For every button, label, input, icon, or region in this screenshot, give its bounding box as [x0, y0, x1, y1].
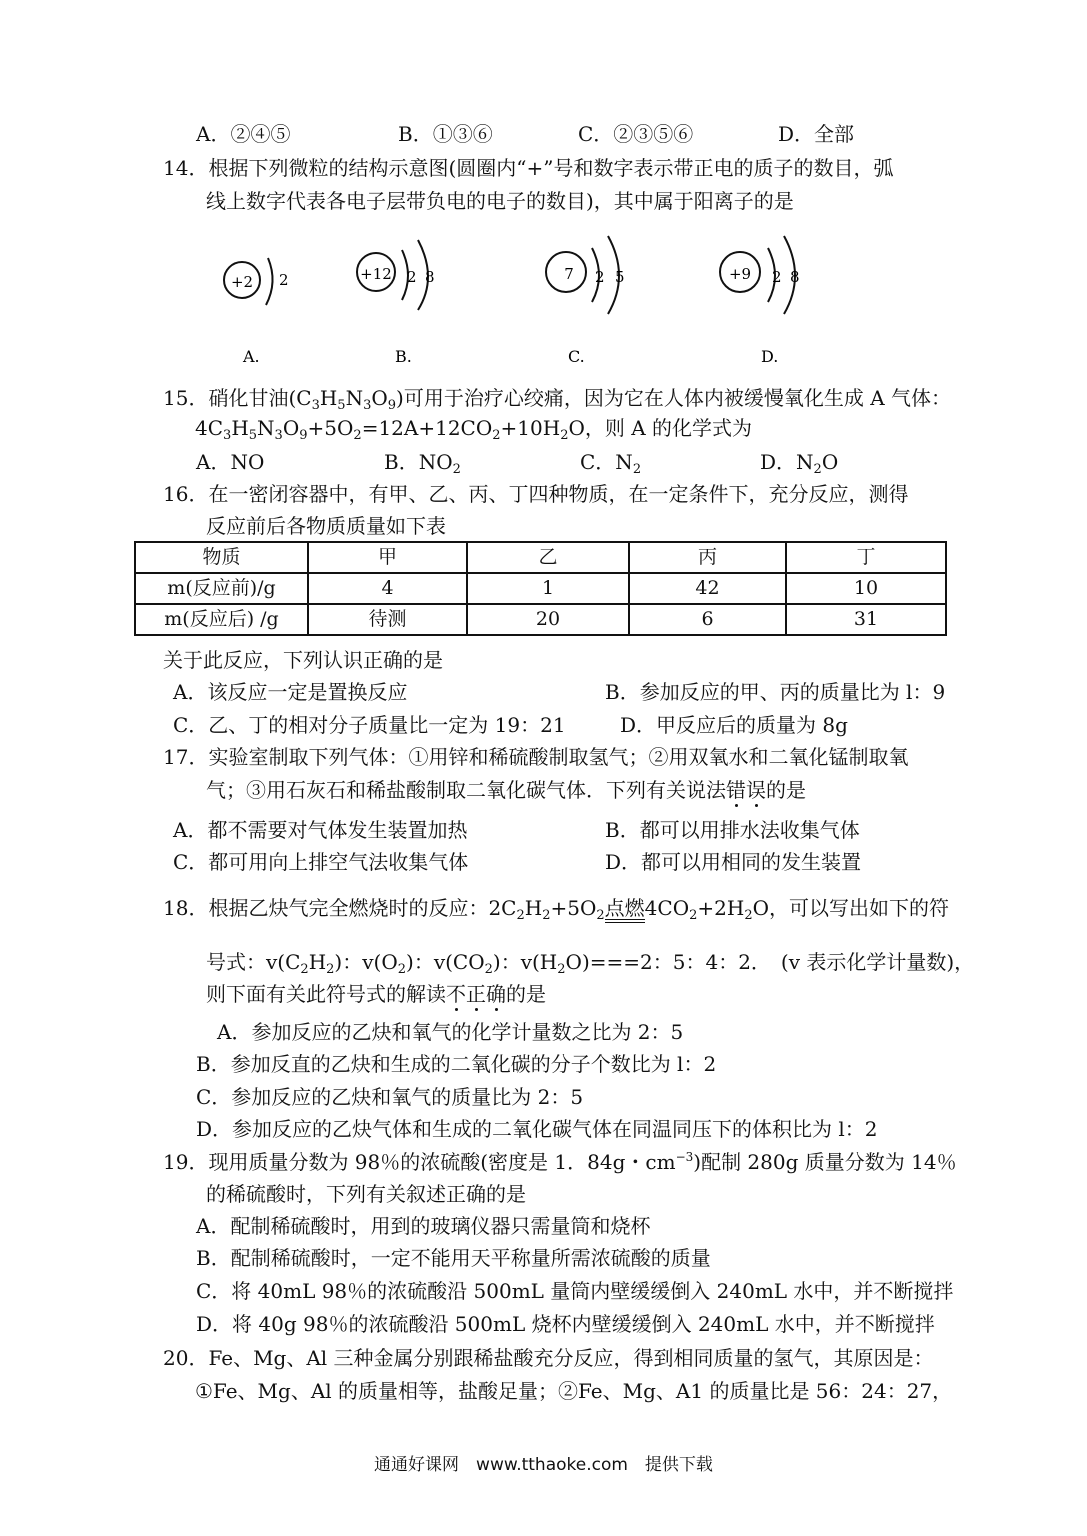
q19-option-a: A．配制稀硫酸时，用到的玻璃仪器只需量筒和烧杯 — [196, 1214, 651, 1238]
q15-option-b: B．$NO_2$ — [384, 450, 461, 477]
q18-option-a: A．参加反应的乙炔和氧气的化学计量数之比为 2：5 — [217, 1020, 684, 1044]
table-row — [135, 573, 946, 604]
table-cell: 1 — [467, 573, 629, 604]
atom-b-label: B. — [395, 347, 412, 366]
atom-structure-diagrams — [0, 0, 1087, 380]
atom-d-shell-2: 8 — [790, 268, 800, 286]
q14-stem-line2: 线上数字代表各电子层带负电的电子的数目)，其中属于阳离子的是 — [206, 189, 794, 213]
atom-b-nucleus: +12 — [360, 265, 392, 283]
q15-equation-line: $4C_3H_5N_3O_9+5O_2=12A+12CO_2+10H_2O$，则 A 的化学式为 — [195, 416, 753, 443]
atom-d-nucleus: +9 — [728, 265, 752, 283]
atom-c-label: C. — [568, 347, 585, 366]
table-cell: 31 — [786, 604, 946, 635]
q18-stem-line3: 则下面有关此符号式的解读不正确的是 — [206, 982, 546, 1006]
q19-option-c: C．将 40mL 98％的浓硫酸沿 500mL 量筒内壁缓缓倒入 240mL 水中，并不断搅拌 — [196, 1279, 954, 1303]
atom-b-shell-1: 2 — [407, 268, 417, 286]
table-cell: 20 — [467, 604, 629, 635]
table-header-cell: 丙 — [629, 542, 786, 573]
q16-followup: 关于此反应，下列认识正确的是 — [163, 648, 443, 672]
q15-option-a: A．NO — [196, 450, 265, 474]
atom-a-nucleus: +2 — [230, 273, 254, 291]
table-cell: 10 — [786, 573, 946, 604]
table-cell: 6 — [629, 604, 786, 635]
table-cell: 4 — [308, 573, 467, 604]
q15-option-d: D．$N_2O$ — [760, 450, 839, 477]
q13-option-c: C．②③⑤⑥ — [578, 122, 694, 146]
table-cell: m(反应前)/g — [135, 573, 308, 604]
q19-stem-line2: 的稀硫酸时，下列有关叙述正确的是 — [206, 1182, 526, 1206]
q13-option-b: B．①③⑥ — [398, 122, 493, 146]
atom-a-shell-1: 2 — [279, 271, 289, 289]
q16-option-c: C．乙、丁的相对分子质量比一定为 19：21 — [173, 713, 566, 737]
table-header-row — [135, 542, 946, 573]
q16-option-b: B．参加反应的甲、丙的质量比为 l：9 — [605, 680, 946, 704]
q13-option-a: A．②④⑤ — [196, 122, 291, 146]
table-cell: 42 — [629, 573, 786, 604]
atom-c-shell-2: 5 — [615, 268, 625, 286]
page-footer: 通通好课网 www.tthaoke.com 提供下载 — [374, 1455, 713, 1475]
q16-stem-line1: 16．在一密闭容器中，有甲、乙、丙、丁四种物质，在一定条件下，充分反应，测得 — [163, 482, 909, 506]
q19-option-b: B．配制稀硫酸时，一定不能用天平称量所需浓硫酸的质量 — [196, 1246, 711, 1270]
table-row — [135, 604, 946, 635]
q18-option-d: D．参加反应的乙炔气体和生成的二氧化碳气体在同温同压下的体积比为 l：2 — [196, 1117, 878, 1141]
q17-option-b: B．都可以用排水法收集气体 — [605, 818, 860, 842]
ignite-condition: 点燃 — [605, 898, 645, 923]
q14-stem-line1: 14．根据下列微粒的结构示意图(圆圈内“+”号和数字表示带正电的质子的数目，弧 — [163, 156, 894, 180]
q16-stem-line2: 反应前后各物质质量如下表 — [206, 514, 446, 538]
q17-stem-line2: 气；③用石灰石和稀盐酸制取二氧化碳气体．下列有关说法错误的是 — [206, 778, 806, 802]
q19-stem-line1: 19．现用质量分数为 98％的浓硫酸(密度是 1．84g・$cm^{-3}$)配制 280g 质量分数为 14％ — [163, 1150, 957, 1174]
table-header-cell: 物质 — [135, 542, 308, 573]
q16-option-d: D．甲反应后的质量为 8g — [620, 713, 848, 737]
q17-option-a: A．都不需要对气体发生装置加热 — [173, 818, 468, 842]
q17-stem-line1: 17．实验室制取下列气体：①用锌和稀硫酸制取氢气；②用双氧水和二氧化锰制取氧 — [163, 745, 909, 769]
table-header-cell: 丁 — [786, 542, 946, 573]
table-header-cell: 乙 — [467, 542, 629, 573]
q17-option-c: C．都可用向上排空气法收集气体 — [173, 850, 469, 874]
q20-stem-line2: ①Fe、Mg、Al 的质量相等，盐酸足量；②Fe、Mg、A1 的质量比是 56：24：27， — [195, 1379, 953, 1403]
atom-diagram-c — [546, 236, 625, 366]
atom-diagram-a — [224, 258, 289, 366]
atom-diagram-b — [357, 240, 435, 366]
q18-option-b: B．参加反直的乙炔和生成的二氧化碳的分子个数比为 l：2 — [196, 1052, 717, 1076]
q18-stem-line1: 18．根据乙炔气完全燃烧时的反应：$2C_2H_2+5O_2$点燃$4CO_2+2H_2O$，可以写出如下的符 — [163, 896, 950, 923]
atom-c-nucleus: 7 — [564, 265, 574, 283]
q15-stem-line1: 15．硝化甘油$(C_3H_5N_3O_9)$可用于治疗心绞痛，因为它在人体内被缓慢氧化生成 A 气体： — [163, 386, 952, 413]
q18-option-c: C．参加反应的乙炔和氧气的质量比为 2：5 — [196, 1085, 584, 1109]
atom-diagram-d — [720, 236, 800, 366]
table-header-cell: 甲 — [308, 542, 467, 573]
table-cell: 待测 — [308, 604, 467, 635]
q18-stem-line2: 号式：$v(C_2H_2)$：$v(O_2)$：$v(CO_2)$：$v(H_2O)===2$：5：4：2． (v 表示化学计量数)， — [206, 950, 975, 977]
q20-stem-line1: 20．Fe、Mg、Al 三种金属分别跟稀盐酸充分反应，得到相同质量的氢气，其原因是： — [163, 1346, 934, 1370]
q19-option-d: D．将 40g 98％的浓硫酸沿 500mL 烧杯内壁缓缓倒入 240mL 水中，并不断搅拌 — [196, 1312, 935, 1336]
q13-option-d: D．全部 — [778, 122, 855, 146]
q16-option-a: A．该反应一定是置换反应 — [173, 680, 408, 704]
atom-d-shell-1: 2 — [772, 268, 782, 286]
q15-option-c: C．$N_2$ — [580, 450, 642, 477]
atom-a-label: A. — [243, 347, 260, 366]
table-cell: m(反应后) /g — [135, 604, 308, 635]
mass-data-table — [134, 541, 947, 636]
atom-c-shell-1: 2 — [595, 268, 605, 286]
atom-d-label: D. — [761, 347, 779, 366]
q17-option-d: D．都可以用相同的发生装置 — [605, 850, 862, 874]
atom-b-shell-2: 8 — [425, 268, 435, 286]
